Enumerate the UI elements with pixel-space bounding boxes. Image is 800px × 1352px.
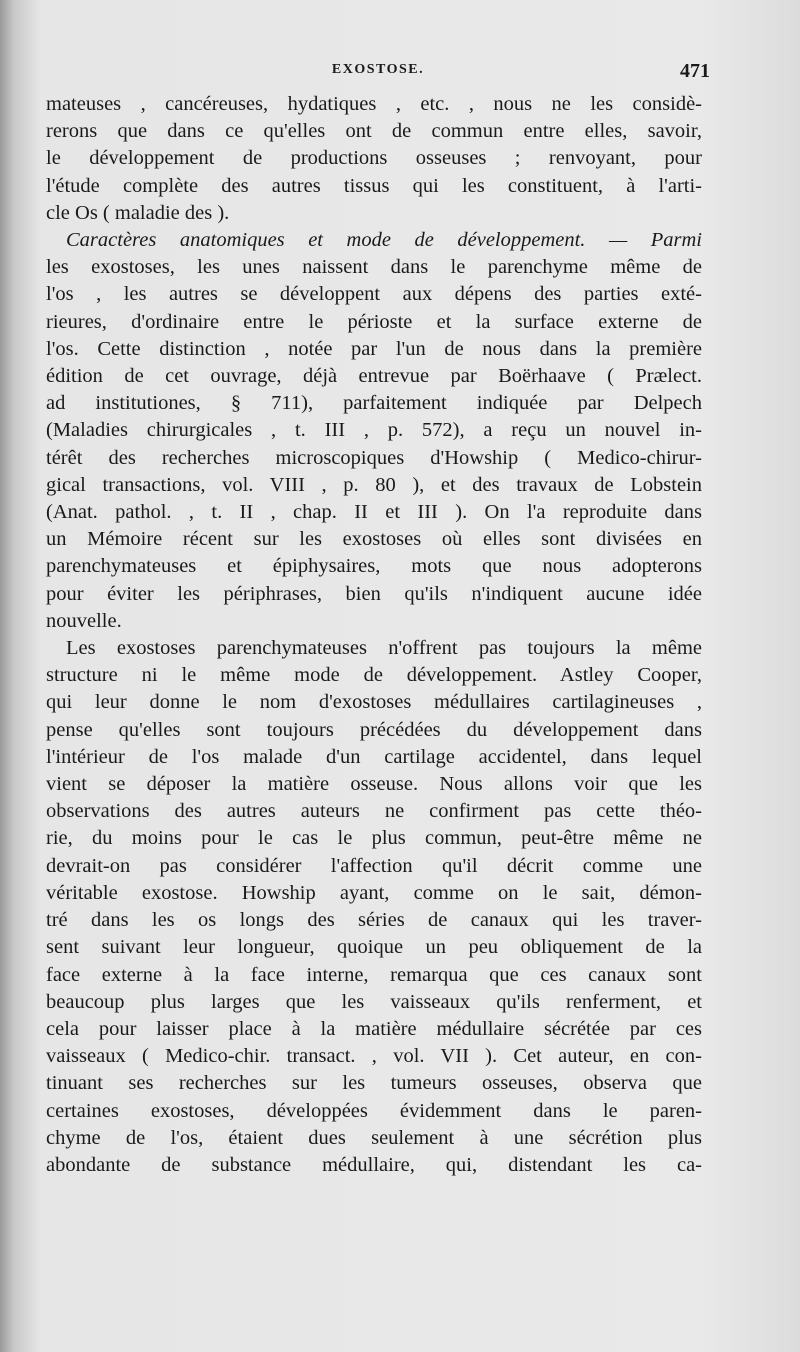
text-line: gical transactions, vol. VIII , p. 80 ), et des travaux de Lobstein bbox=[46, 473, 702, 496]
text-line: tinuant ses recherches sur les tumeurs osseuses, observa que bbox=[46, 1072, 702, 1095]
paragraph bbox=[46, 91, 702, 227]
text-line: vient se déposer la matière osseuse. Nous allons voir que les bbox=[46, 773, 702, 796]
text-line: parenchymateuses et épiphysaires, mots que nous adopterons bbox=[46, 555, 702, 578]
text-line: certaines exostoses, développées évidemment dans le paren- bbox=[46, 1099, 702, 1122]
text-line: abondante de substance médullaire, qui, distendant les ca- bbox=[46, 1153, 702, 1176]
text-line: l'étude complète des autres tissus qui les constituent, à l'arti- bbox=[46, 174, 702, 197]
text-line: Les exostoses parenchymateuses n'offrent pas toujours la même bbox=[66, 637, 702, 660]
text-line: mateuses , cancéreuses, hydatiques , etc. , nous ne les considè- bbox=[46, 93, 702, 115]
text-line: le développement de productions osseuses ; renvoyant, pour bbox=[46, 147, 702, 170]
text-line: observations des autres auteurs ne confirment pas cette théo- bbox=[46, 800, 702, 823]
text-line: sent suivant leur longueur, quoique un peu obliquement de la bbox=[46, 936, 702, 959]
text-line: pense qu'elles sont toujours précédées du développement dans bbox=[46, 718, 702, 741]
text-line: qui leur donne le nom d'exostoses médullaires cartilagineuses , bbox=[46, 691, 702, 714]
text-line: cela pour laisser place à la matière médullaire sécrétée par ces bbox=[46, 1017, 702, 1040]
text-line: pour éviter les périphrases, bien qu'ils n'indiquent aucune idée bbox=[46, 582, 702, 605]
running-title: EXOSTOSE. bbox=[331, 62, 425, 77]
italic-heading: Caractères anatomiques et mode de développement. — Parmi bbox=[66, 229, 702, 252]
text-line: chyme de l'os, étaient dues seulement à une sécrétion plus bbox=[46, 1126, 702, 1149]
text-line bbox=[46, 227, 702, 254]
paragraph bbox=[46, 635, 702, 1179]
text-line: (Anat. pathol. , t. II , chap. II et III ). On l'a reproduite dans bbox=[46, 501, 702, 524]
text-line: l'os. Cette distinction , notée par l'un de nous dans la première bbox=[46, 337, 702, 360]
page-header bbox=[46, 62, 710, 86]
text-line: beaucoup plus larges que les vaisseaux qu'ils renferment, et bbox=[46, 990, 702, 1013]
text-line: (Maladies chirurgicales , t. III , p. 572), a reçu un nouvel in- bbox=[46, 419, 702, 442]
text-line: nouvelle. bbox=[46, 609, 122, 632]
text-line: térêt des recherches microscopiques d'Howship ( Medico-chirur- bbox=[46, 446, 702, 469]
text-line: ad institutiones, § 711), parfaitement indiquée par Delpech bbox=[46, 392, 702, 415]
text-line: vaisseaux ( Medico-chir. transact. , vol. VII ). Cet auteur, en con- bbox=[46, 1045, 702, 1068]
text-line: l'os , les autres se développent aux dépens des parties exté- bbox=[46, 283, 702, 306]
text-line: face externe à la face interne, remarqua que ces canaux sont bbox=[46, 963, 702, 986]
text-line: cle Os ( maladie des ). bbox=[46, 201, 230, 224]
text-line: structure ni le même mode de développement. Astley Cooper, bbox=[46, 664, 702, 687]
text-line: édition de cet ouvrage, déjà entrevue par Boërhaave ( Prælect. bbox=[46, 365, 702, 388]
text-line: tré dans les os longs des séries de canaux qui les traver- bbox=[46, 909, 702, 932]
paragraph bbox=[46, 227, 702, 635]
text-line: rie, du moins pour le cas le plus commun, peut-être même ne bbox=[46, 827, 702, 850]
text-line: devrait-on pas considérer l'affection qu'il décrit comme une bbox=[46, 854, 702, 877]
body-text bbox=[46, 91, 702, 1179]
text-line: rerons que dans ce qu'elles ont de commun entre elles, savoir, bbox=[46, 120, 702, 143]
text-line: véritable exostose. Howship ayant, comme on le sait, démon- bbox=[46, 881, 702, 904]
text-line: un Mémoire récent sur les exostoses où elles sont divisées en bbox=[46, 528, 702, 551]
text-line: les exostoses, les unes naissent dans le parenchyme même de bbox=[46, 256, 702, 279]
text-line: l'intérieur de l'os malade d'un cartilage accidentel, dans lequel bbox=[46, 745, 702, 768]
text-line: rieures, d'ordinaire entre le périoste et la surface externe de bbox=[46, 310, 702, 333]
page-number: 471 bbox=[680, 60, 710, 82]
